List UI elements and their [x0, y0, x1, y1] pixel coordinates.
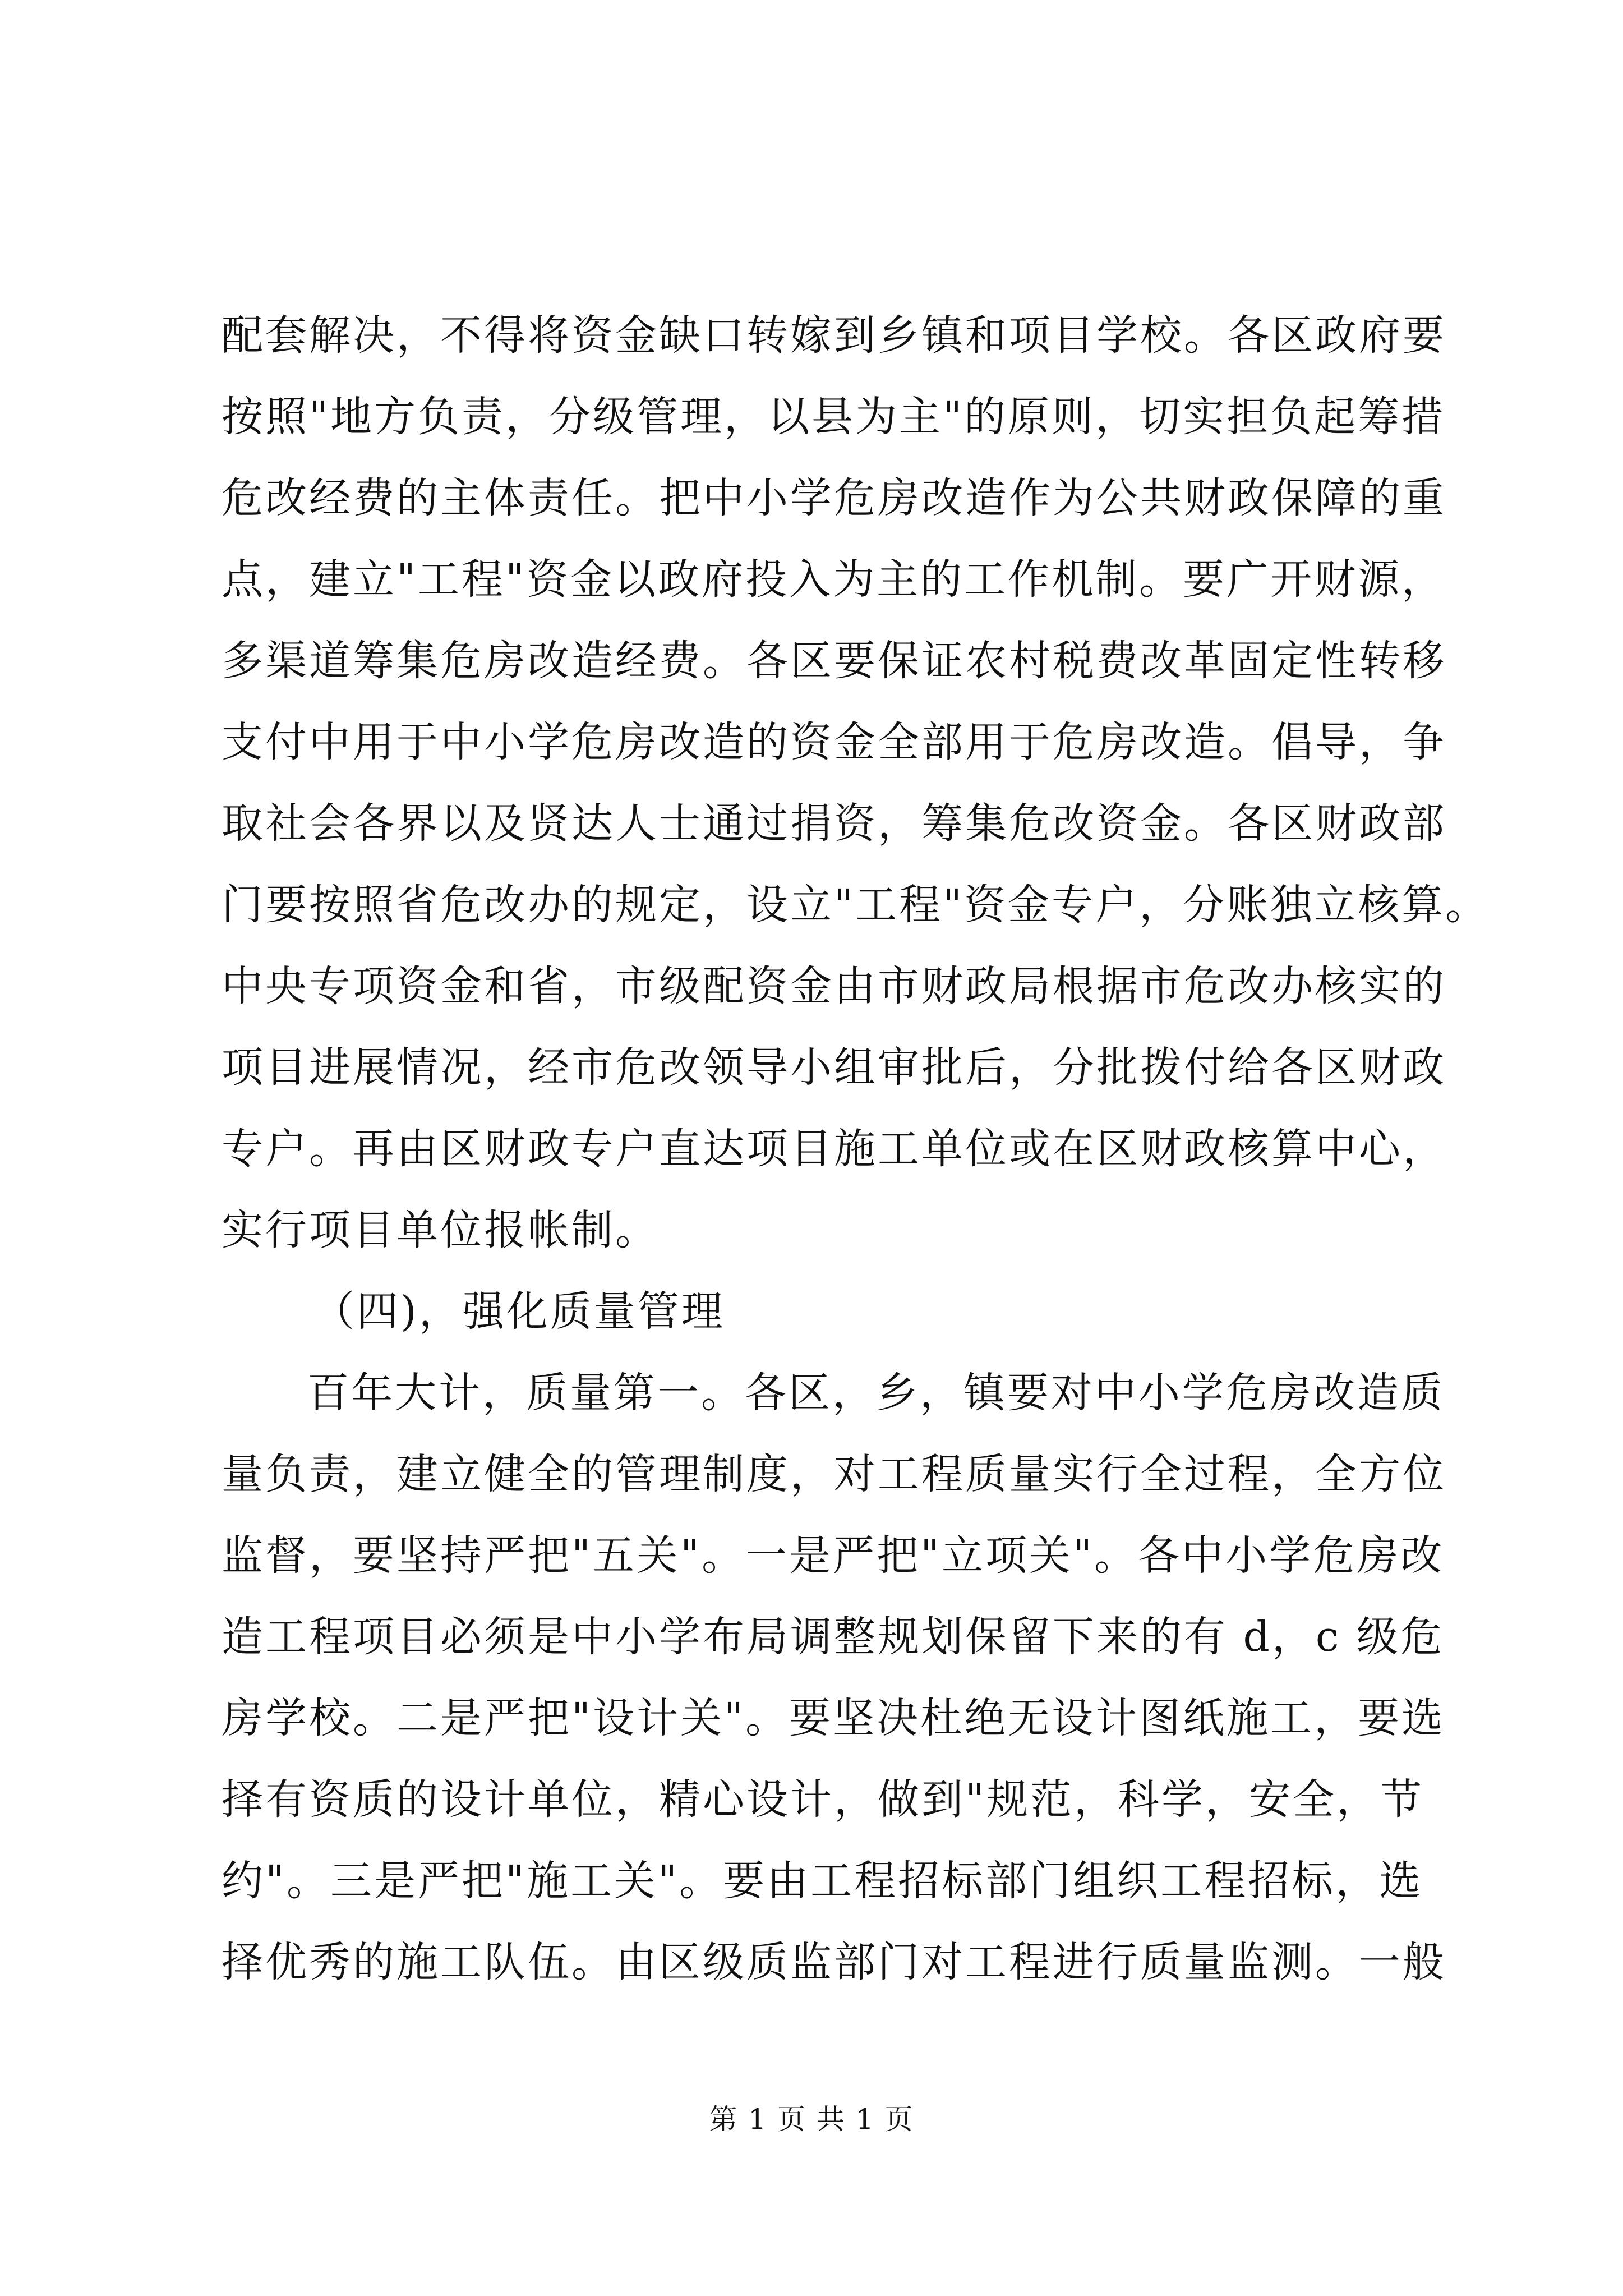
paragraph-line: 择有资质的设计单位，精心设计，做到"规范，科学，安全，节	[222, 1775, 1424, 1824]
paragraph-line: 监督，要坚持严把"五关"。一是严把"立项关"。各中小学危房改	[222, 1531, 1445, 1580]
page-footer: 第 1 页 共 1 页	[709, 2103, 914, 2136]
paragraph-line: 实行项目单位报帐制。	[222, 1206, 659, 1254]
paragraph-line: 门要按照省危改办的规定，设立"工程"资金专户，分账独立核算。	[222, 881, 1490, 929]
paragraph-line: 危改经费的主体责任。把中小学危房改造作为公共财政保障的重	[222, 474, 1446, 522]
paragraph-line: 支付中用于中小学危房改造的资金全部用于危房改造。倡导，争	[222, 718, 1446, 766]
paragraph-line: 多渠道筹集危房改造经费。各区要保证农村税费改革固定性转移	[222, 637, 1446, 685]
paragraph-line: 约"。三是严把"施工关"。要由工程招标部门组织工程招标，选	[222, 1857, 1423, 1905]
paragraph-line: 按照"地方负责，分级管理，以县为主"的原则，切实担负起筹措	[222, 393, 1446, 441]
paragraph-line: 择优秀的施工队伍。由区级质监部门对工程进行质量监测。一般	[222, 1938, 1446, 1986]
paragraph-line: 房学校。二是严把"设计关"。要坚决杜绝无设计图纸施工，要选	[222, 1694, 1446, 1742]
paragraph-line: 配套解决，不得将资金缺口转嫁到乡镇和项目学校。各区政府要	[222, 311, 1446, 360]
paragraph-line: 点，建立"工程"资金以政府投入为主的工作机制。要广开财源，	[222, 555, 1446, 604]
paragraph-line: 中央专项资金和省，市级配资金由市财政局根据市危改办核实的	[222, 962, 1446, 1010]
paragraph-line: 百年大计，质量第一。各区，乡，镇要对中小学危房改造质	[307, 1369, 1445, 1417]
section-heading: （四)，强化质量管理	[313, 1287, 725, 1336]
paragraph-line: 取社会各界以及贤达人士通过捐资，筹集危改资金。各区财政部	[222, 799, 1446, 848]
paragraph-line: 造工程项目必须是中小学布局调整规划保留下来的有 d，c 级危	[222, 1613, 1444, 1661]
paragraph-line: 专户。再由区财政专户直达项目施工单位或在区财政核算中心，	[222, 1125, 1446, 1173]
paragraph-line: 量负责，建立健全的管理制度，对工程质量实行全过程，全方位	[222, 1450, 1446, 1498]
paragraph-line: 项目进展情况，经市危改领导小组审批后，分批拨付给各区财政	[222, 1043, 1446, 1092]
